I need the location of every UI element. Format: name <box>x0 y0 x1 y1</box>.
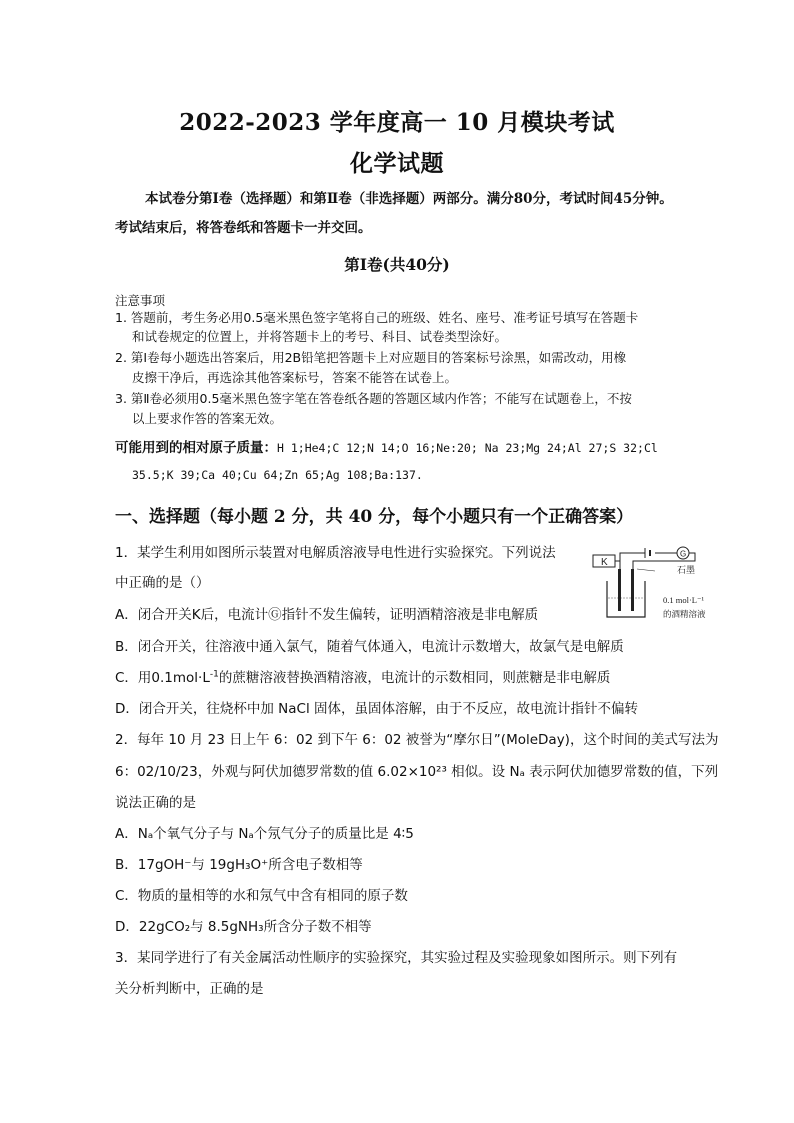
solution-label: 的酒精溶液 <box>663 609 706 619</box>
q2-stem-line-1: 2．每年 10 月 23 日上午 6：02 到下午 6：02 被誉为“摩尔日”(MoleDay)，这个时间的美式写法为 <box>115 732 719 748</box>
notes-heading: 注意事项 <box>115 293 166 308</box>
intro-line-2: 考试结束后，将答卷纸和答题卡一并交回。 <box>115 220 372 236</box>
q3-stem-line-1: 3．某同学进行了有关金属活动性顺序的实验探究，其实验过程及实验现象如图所示。则下列有 <box>115 950 678 966</box>
q1-stem-line-1: 1．某学生利用如图所示装置对电解质溶液导电性进行实验探究。下列说法 <box>115 545 556 561</box>
atomic-mass-line-2: 35.5;K 39;Ca 40;Cu 64;Zn 65;Ag 108;Ba:137. <box>132 468 423 482</box>
switch-k-label: K <box>601 557 608 568</box>
note-3-line-1: 3. 第Ⅱ卷必须用0.5毫米黑色签字笔在答卷纸各题的答题区域内作答；不能写在试题卷上，不按 <box>115 391 632 406</box>
section1-heading: 一、选择题（每小题 2 分，共 40 分，每个小题只有一个正确答案） <box>115 507 634 527</box>
q2-option-a: A．Nₐ个氧气分子与 Nₐ个氖气分子的质量比是 4∶5 <box>115 826 414 842</box>
note-2-line-2: 皮擦干净后，再选涂其他答案标号，答案不能答在试卷上。 <box>132 370 458 385</box>
atomic-mass-label: 可能用到的相对原子质量： <box>115 440 277 456</box>
q2-option-c: C．物质的量相等的水和氖气中含有相同的原子数 <box>115 888 408 904</box>
q1-option-d: D．闭合开关，往烧杯中加 NaCl 固体，虽固体溶解，由于不反应，故电流计指针不偏转 <box>115 701 639 717</box>
svg-text:G: G <box>680 549 687 559</box>
q1-option-a: A．闭合开关K后，电流计Ⓖ指针不发生偏转，证明酒精溶液是非电解质 <box>115 607 539 623</box>
q2-option-b: B．17gOH⁻与 19gH₃O⁺所含电子数相等 <box>115 857 363 873</box>
q2-stem-line-3: 说法正确的是 <box>115 795 196 811</box>
conc-label: 0.1 mol·L⁻¹ <box>663 595 705 605</box>
graphite-label: 石墨 <box>677 565 696 575</box>
atomic-mass-line-1 <box>115 436 658 456</box>
part1-heading: 第Ⅰ卷(共40分) <box>344 255 450 274</box>
note-2-line-1: 2. 第Ⅰ卷每小题选出答案后，用2B铅笔把答题卡上对应题目的答案标号涂黑，如需改动，用橡 <box>115 350 627 365</box>
q2-option-d: D．22gCO₂与 8.5gNH₃所含分子数不相等 <box>115 919 372 935</box>
note-3-line-2: 以上要求作答的答案无效。 <box>132 411 283 426</box>
q3-stem-line-2: 关分析判断中，正确的是 <box>115 981 264 997</box>
intro-line-1: 本试卷分第Ⅰ卷（选择题）和第Ⅱ卷（非选择题）两部分。满分80分，考试时间45分钟。 <box>145 191 673 207</box>
exam-title: 2022-2023 学年度高一 10 月模块考试 <box>179 109 615 136</box>
q1-option-c: C．用$0.1mol\cdot L^{-1}$的蔗糖溶液替换酒精溶液，电流计的示数相同，则蔗糖是非电解质 <box>115 669 611 686</box>
note-1-line-2: 和试卷规定的位置上，并将答题卡上的考号、科目、试卷类型涂好。 <box>132 329 508 344</box>
q1-option-b: B．闭合开关，往溶液中通入氯气，随着气体通入，电流计示数增大，故氯气是电解质 <box>115 639 624 655</box>
q1-apparatus-figure <box>585 543 730 623</box>
note-1-line-1: 1. 答题前，考生务必用0.5毫米黑色签字笔将自己的班级、姓名、座号、准考证号填写在答题卡 <box>115 310 639 325</box>
q2-stem-line-2: 6：02/10/23，外观与阿伏加德罗常数的值 6.02×10²³ 相似。设 Nₐ 表示阿伏加德罗常数的值，下列 <box>115 764 719 780</box>
q1-stem-line-2: 中正确的是（） <box>115 575 210 591</box>
exam-subtitle: 化学试题 <box>350 150 444 177</box>
atomic-mass-values-1: H 1;He4;C 12;N 14;O 16;Ne:20; Na 23;Mg 24;Al 27;S 32;Cl <box>277 441 658 455</box>
